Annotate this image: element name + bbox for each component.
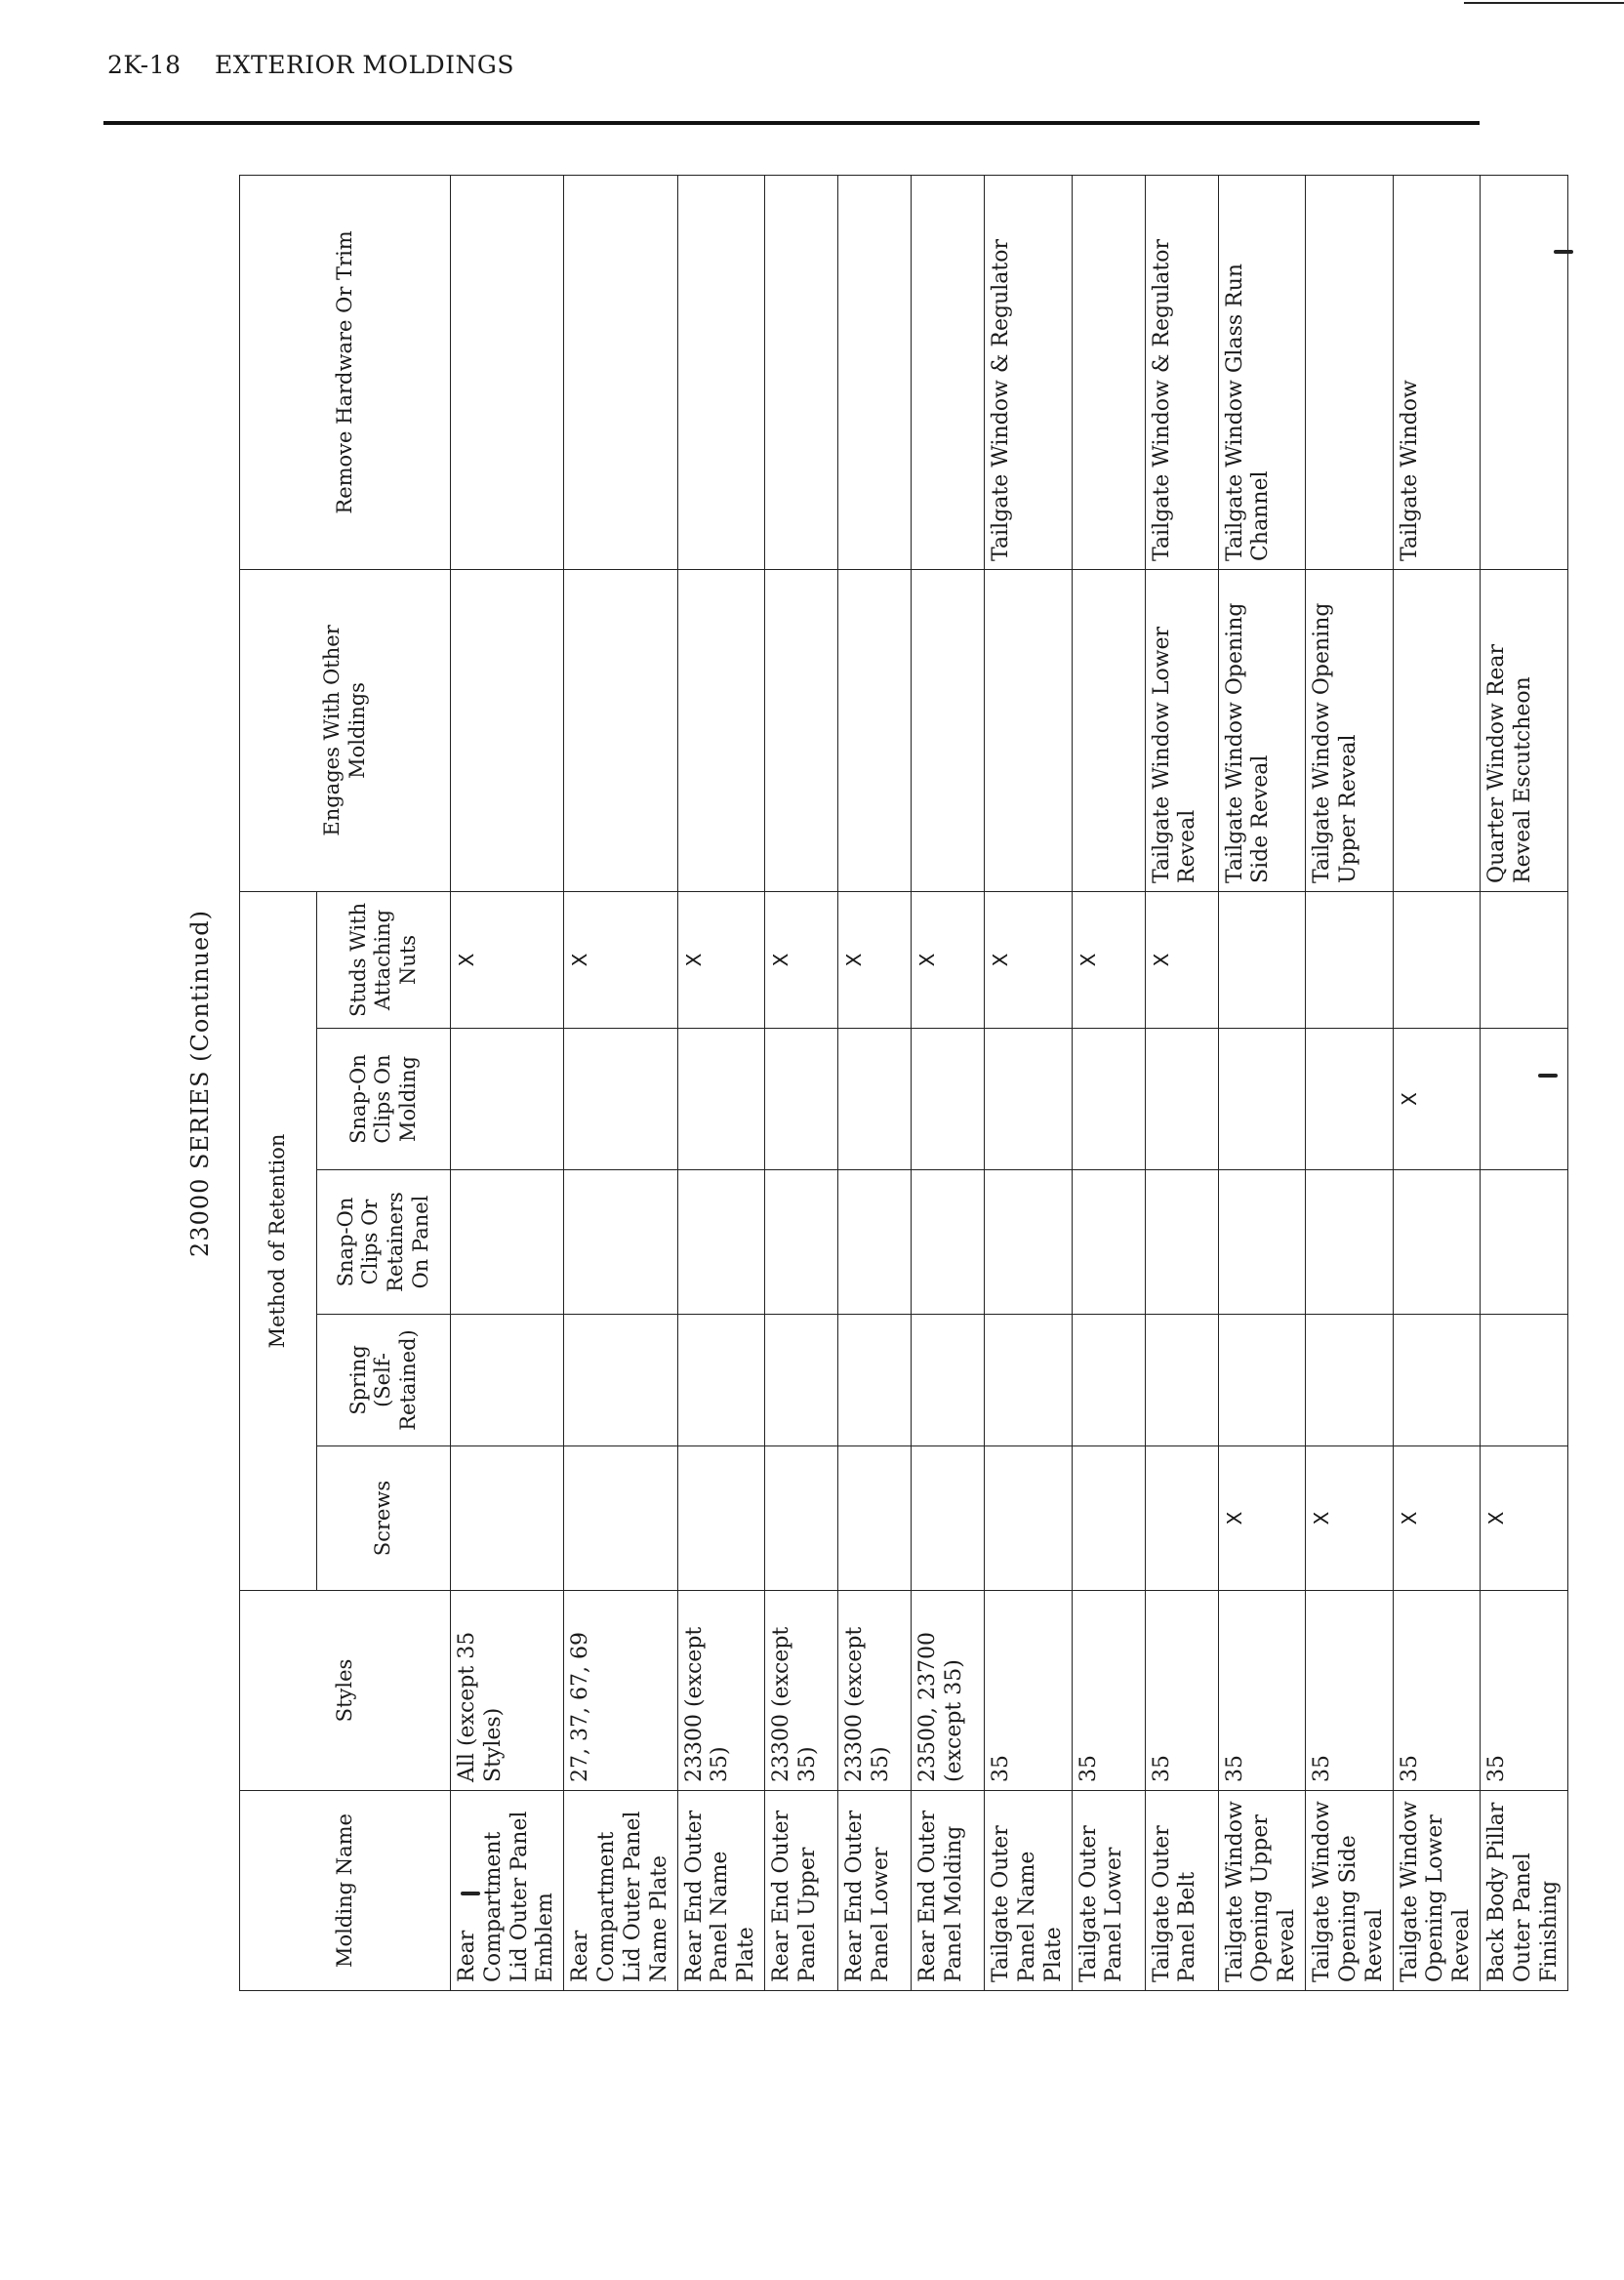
studs-cell <box>1481 891 1567 1028</box>
table-row <box>1393 175 1480 1990</box>
snap-molding-cell <box>564 1029 677 1170</box>
snap-molding-cell <box>1145 1029 1218 1170</box>
header-row-top <box>240 175 317 1990</box>
snap-panel-cell <box>1218 1170 1305 1315</box>
engages-cell <box>564 569 677 891</box>
studs-cell: X <box>838 891 912 1028</box>
moldings-table <box>239 175 1568 1991</box>
snap-molding-cell <box>1306 1029 1393 1170</box>
table-row <box>564 175 677 1990</box>
table-row <box>765 175 838 1990</box>
studs-cell: X <box>985 891 1072 1028</box>
engages-cell <box>985 569 1072 891</box>
col-engages: Engages With Other Moldings <box>240 569 451 891</box>
engages-cell: Tailgate Window Opening Upper Reveal <box>1306 569 1393 891</box>
remove-cell <box>838 175 912 569</box>
spring-cell <box>838 1315 912 1446</box>
engages-cell <box>912 569 985 891</box>
col-remove: Remove Hardware Or Trim <box>240 175 451 569</box>
snap-panel-cell <box>677 1170 764 1315</box>
remove-cell <box>1306 175 1393 569</box>
studs-cell: X <box>564 891 677 1028</box>
studs-cell <box>1393 891 1480 1028</box>
snap-panel-cell <box>564 1170 677 1315</box>
table-row <box>1072 175 1145 1990</box>
styles-cell: 35 <box>1145 1591 1218 1791</box>
remove-cell: Tailgate Window & Regulator <box>1145 175 1218 569</box>
molding-name-cell: Rear Compartment Lid Outer Panel Emblem <box>451 1791 564 1991</box>
engages-cell <box>838 569 912 891</box>
screws-cell <box>838 1446 912 1591</box>
screws-cell <box>677 1446 764 1591</box>
spring-cell <box>912 1315 985 1446</box>
section-title: EXTERIOR MOLDINGS <box>214 51 515 79</box>
screws-cell <box>765 1446 838 1591</box>
studs-cell <box>1306 891 1393 1028</box>
col-styles: Styles <box>240 1591 451 1791</box>
screws-cell <box>564 1446 677 1591</box>
styles-cell: 23300 (except 35) <box>765 1591 838 1791</box>
snap-molding-cell <box>985 1029 1072 1170</box>
screws-cell <box>1072 1446 1145 1591</box>
styles-cell: 27, 37, 67, 69 <box>564 1591 677 1791</box>
remove-cell: Tailgate Window & Regulator <box>985 175 1072 569</box>
styles-cell: 35 <box>985 1591 1072 1791</box>
snap-molding-cell <box>1072 1029 1145 1170</box>
snap-molding-cell <box>912 1029 985 1170</box>
spring-cell <box>1218 1315 1305 1446</box>
spring-cell <box>1072 1315 1145 1446</box>
spring-cell <box>1481 1315 1567 1446</box>
snap-panel-cell <box>451 1170 564 1315</box>
page-header <box>107 51 514 79</box>
studs-cell: X <box>912 891 985 1028</box>
spring-cell <box>677 1315 764 1446</box>
spring-cell <box>564 1315 677 1446</box>
snap-molding-cell <box>677 1029 764 1170</box>
molding-name-cell: Tailgate Window Opening Side Reveal <box>1306 1791 1393 1991</box>
remove-cell <box>677 175 764 569</box>
styles-cell: 35 <box>1072 1591 1145 1791</box>
remove-cell <box>1072 175 1145 569</box>
snap-molding-cell <box>1218 1029 1305 1170</box>
snap-molding-cell <box>838 1029 912 1170</box>
snap-panel-cell <box>912 1170 985 1315</box>
snap-panel-cell <box>765 1170 838 1315</box>
spring-cell <box>985 1315 1072 1446</box>
col-snap-panel: Snap-On Clips Or Retainers On Panel <box>317 1170 451 1315</box>
studs-cell: X <box>677 891 764 1028</box>
engages-cell <box>765 569 838 891</box>
table-row <box>1306 175 1393 1990</box>
remove-cell: Tailgate Window <box>1393 175 1480 569</box>
molding-name-cell: Rear End Outer Panel Upper <box>765 1791 838 1991</box>
engages-cell <box>451 569 564 891</box>
table-row <box>985 175 1072 1990</box>
snap-panel-cell <box>1145 1170 1218 1315</box>
table-row <box>1218 175 1305 1990</box>
col-spring: Spring (Self-Retained) <box>317 1315 451 1446</box>
table-title: 23000 SERIES (Continued) <box>186 910 214 1257</box>
remove-cell <box>912 175 985 569</box>
snap-panel-cell <box>1481 1170 1567 1315</box>
col-method-group: Method of Retention <box>240 891 317 1590</box>
page-number: 2K-18 <box>107 51 182 79</box>
studs-cell: X <box>765 891 838 1028</box>
snap-panel-cell <box>1306 1170 1393 1315</box>
col-snap-molding: Snap-On Clips On Molding <box>317 1029 451 1170</box>
molding-name-cell: Rear Compartment Lid Outer Panel Name Plate <box>564 1791 677 1991</box>
styles-cell: 35 <box>1393 1591 1480 1791</box>
molding-name-cell: Tailgate Outer Panel Lower <box>1072 1791 1145 1991</box>
engages-cell <box>1072 569 1145 891</box>
molding-name-cell: Tailgate Outer Panel Name Plate <box>985 1791 1072 1991</box>
styles-cell: All (except 35 Styles) <box>451 1591 564 1791</box>
table-row <box>1481 175 1567 1990</box>
corner-rule <box>1464 2 1624 4</box>
remove-cell: Tailgate Window Glass Run Channel <box>1218 175 1305 569</box>
remove-cell <box>1481 175 1567 569</box>
remove-cell <box>765 175 838 569</box>
spring-cell <box>1306 1315 1393 1446</box>
table-row <box>451 175 564 1990</box>
spring-cell <box>451 1315 564 1446</box>
table-row <box>677 175 764 1990</box>
snap-molding-cell <box>451 1029 564 1170</box>
col-studs: Studs With Attaching Nuts <box>317 891 451 1028</box>
styles-cell: 35 <box>1218 1591 1305 1791</box>
studs-cell: X <box>1072 891 1145 1028</box>
table-row <box>838 175 912 1990</box>
styles-cell: 23300 (except 35) <box>677 1591 764 1791</box>
snap-panel-cell <box>1393 1170 1480 1315</box>
screws-cell: X <box>1306 1446 1393 1591</box>
styles-cell: 23300 (except 35) <box>838 1591 912 1791</box>
studs-cell: X <box>1145 891 1218 1028</box>
screws-cell: X <box>1218 1446 1305 1591</box>
engages-cell: Quarter Window Rear Reveal Escutcheon <box>1481 569 1567 891</box>
table-row <box>1145 175 1218 1990</box>
styles-cell: 35 <box>1481 1591 1567 1791</box>
remove-cell <box>564 175 677 569</box>
screws-cell <box>985 1446 1072 1591</box>
col-screws: Screws <box>317 1446 451 1591</box>
styles-cell: 23500, 23700 (except 35) <box>912 1591 985 1791</box>
screws-cell: X <box>1393 1446 1480 1591</box>
molding-name-cell: Rear End Outer Panel Lower <box>838 1791 912 1991</box>
engages-cell <box>1393 569 1480 891</box>
spring-cell <box>1393 1315 1480 1446</box>
snap-panel-cell <box>1072 1170 1145 1315</box>
table-row <box>912 175 985 1990</box>
header-rule <box>103 121 1480 125</box>
engages-cell: Tailgate Window Opening Side Reveal <box>1218 569 1305 891</box>
rotated-table-wrapper <box>181 176 1562 1991</box>
screws-cell <box>1145 1446 1218 1591</box>
molding-name-cell: Tailgate Window Opening Lower Reveal <box>1393 1791 1480 1991</box>
remove-cell <box>451 175 564 569</box>
spring-cell <box>1145 1315 1218 1446</box>
snap-panel-cell <box>985 1170 1072 1315</box>
styles-cell: 35 <box>1306 1591 1393 1791</box>
snap-molding-cell <box>765 1029 838 1170</box>
col-molding-name: Molding Name <box>240 1791 451 1991</box>
screws-cell: X <box>1481 1446 1567 1591</box>
snap-molding-cell <box>1481 1029 1567 1170</box>
molding-name-cell: Back Body Pillar Outer Panel Finishing <box>1481 1791 1567 1991</box>
molding-name-cell: Tailgate Outer Panel Belt <box>1145 1791 1218 1991</box>
studs-cell <box>1218 891 1305 1028</box>
snap-panel-cell <box>838 1170 912 1315</box>
molding-name-cell: Tailgate Window Opening Upper Reveal <box>1218 1791 1305 1991</box>
screws-cell <box>912 1446 985 1591</box>
studs-cell: X <box>451 891 564 1028</box>
molding-name-cell: Rear End Outer Panel Molding <box>912 1791 985 1991</box>
spring-cell <box>765 1315 838 1446</box>
screws-cell <box>451 1446 564 1591</box>
snap-molding-cell: X <box>1393 1029 1480 1170</box>
engages-cell: Tailgate Window Lower Reveal <box>1145 569 1218 891</box>
engages-cell <box>677 569 764 891</box>
molding-name-cell: Rear End Outer Panel Name Plate <box>677 1791 764 1991</box>
